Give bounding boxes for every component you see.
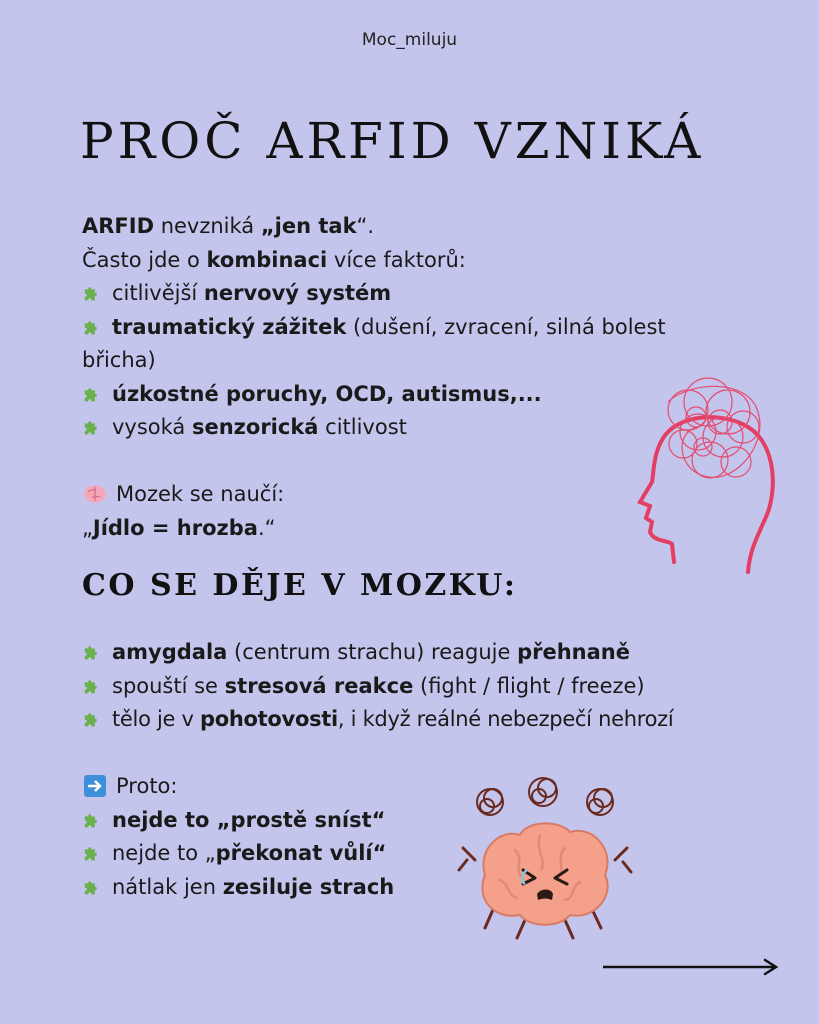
list-item: nejde to „prostě sníst“ bbox=[82, 804, 394, 838]
puzzle-icon bbox=[82, 876, 104, 898]
intro-line: Často jde o kombinaci více faktorů: bbox=[82, 247, 466, 272]
puzzle-icon bbox=[82, 675, 104, 697]
list-item: citlivější nervový systém bbox=[82, 277, 722, 311]
account-handle: Moc_miluju bbox=[361, 30, 458, 50]
puzzle-icon bbox=[82, 383, 104, 405]
section-title: CO SE DĚJE V MOZKU: bbox=[82, 568, 518, 603]
right-arrow-icon bbox=[82, 775, 108, 797]
intro-line: ARFID nevzniká „jen tak“. bbox=[82, 214, 375, 238]
brain-learns-line: Mozek se naučí: bbox=[82, 478, 284, 512]
list-item: spouští se stresová reakce (fight / flight / freeze) bbox=[82, 670, 673, 704]
puzzle-icon bbox=[82, 842, 104, 864]
list-item: vysoká senzorická citlivost bbox=[82, 411, 722, 445]
list-item: amygdala (centrum strachu) reaguje přehnaně bbox=[82, 636, 673, 670]
list-item: nejde to „překonat vůlí“ bbox=[82, 837, 394, 871]
puzzle-icon bbox=[82, 641, 104, 663]
stressed-brain-illustration bbox=[455, 770, 635, 945]
puzzle-icon bbox=[82, 809, 104, 831]
brain-learns-section bbox=[82, 478, 284, 545]
brain-section bbox=[82, 636, 673, 737]
next-arrow-icon[interactable] bbox=[603, 957, 779, 977]
page-title: PROČ ARFID VZNIKÁ bbox=[80, 112, 705, 170]
brain-learns-line: „Jídlo = hrozba.“ bbox=[82, 515, 276, 540]
list-item: úzkostné poruchy, OCD, autismus,... bbox=[82, 378, 722, 412]
brain-icon bbox=[82, 483, 108, 505]
puzzle-icon bbox=[82, 708, 104, 730]
puzzle-icon bbox=[82, 282, 104, 304]
proto-label: Proto: bbox=[82, 770, 394, 804]
head-illustration bbox=[628, 372, 778, 582]
list-item: traumatický zážitek (dušení, zvracení, silná bolest břicha) bbox=[82, 314, 666, 372]
list-item: nátlak jen zesiluje strach bbox=[82, 871, 394, 905]
intro-section bbox=[82, 210, 722, 445]
proto-section bbox=[82, 770, 394, 904]
puzzle-icon bbox=[82, 416, 104, 438]
puzzle-icon bbox=[82, 316, 104, 338]
list-item: tělo je v pohotovosti, i když reálné nebezpečí nehrozí bbox=[82, 703, 673, 737]
